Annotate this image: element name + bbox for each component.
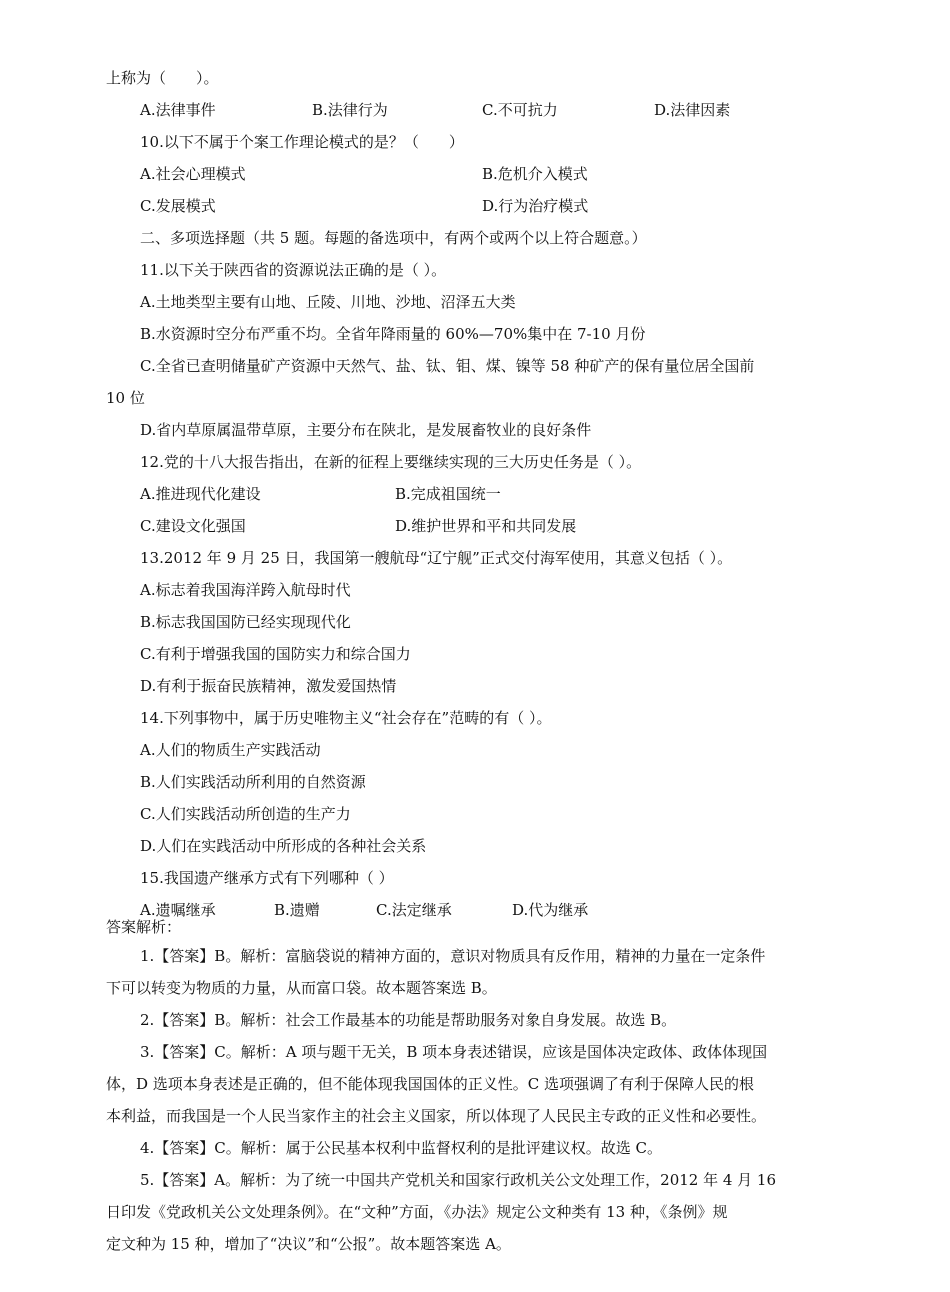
q12-stem: 12.党的十八大报告指出，在新的征程上要继续实现的三大历史任务是（ ）。 bbox=[140, 453, 642, 471]
q15-stem: 15.我国遗产继承方式有下列哪种（ ） bbox=[140, 869, 394, 887]
q12-option-c: C.建设文化强国 bbox=[140, 517, 246, 535]
q14-option-d: D.人们在实践活动中所形成的各种社会关系 bbox=[140, 837, 427, 855]
q9-option-c: C.不可抗力 bbox=[482, 101, 558, 119]
answers-heading: 答案解析： bbox=[106, 918, 182, 936]
q13-option-a: A.标志着我国海洋跨入航母时代 bbox=[140, 581, 351, 599]
q13-option-c: C.有利于增强我国的国防实力和综合国力 bbox=[140, 645, 411, 663]
q11-option-c-line1: C.全省已查明储量矿产资源中天然气、盐、钛、钼、煤、镍等 58 种矿产的保有量位居全国前 bbox=[140, 357, 755, 375]
q13-option-d: D.有利于振奋民族精神，激发爱国热情 bbox=[140, 677, 397, 695]
answer-5-line2: 日印发《党政机关公文处理条例》。在“文种”方面，《办法》规定公文种类有 13 种，《条例》规 bbox=[106, 1203, 728, 1221]
answer-3-line2: 体，D 选项本身表述是正确的，但不能体现我国国体的正义性。C 选项强调了有利于保障人民的根 bbox=[106, 1075, 755, 1093]
answer-3-line3: 本利益，而我国是一个人民当家作主的社会主义国家，所以体现了人民民主专政的正义性和必要性。 bbox=[106, 1107, 767, 1125]
q15-option-b: B.遗赠 bbox=[274, 901, 320, 919]
q15-option-c: C.法定继承 bbox=[376, 901, 452, 919]
answer-3-line1: 3.【答案】C。解析：A 项与题干无关，B 项本身表述错误，应该是国体决定政体、政体体现国 bbox=[140, 1043, 768, 1061]
q9-option-d: D.法律因素 bbox=[654, 101, 731, 119]
q9-option-a: A.法律事件 bbox=[140, 101, 216, 119]
answer-5-line3: 定文种为 15 种，增加了“决议”和“公报”。故本题答案选 A。 bbox=[106, 1235, 511, 1253]
q10-option-b: B.危机介入模式 bbox=[482, 165, 588, 183]
q14-option-a: A.人们的物质生产实践活动 bbox=[140, 741, 321, 759]
q12-option-a: A.推进现代化建设 bbox=[140, 485, 261, 503]
q11-option-d: D.省内草原属温带草原，主要分布在陕北，是发展畜牧业的良好条件 bbox=[140, 421, 592, 439]
q11-option-c-line2: 10 位 bbox=[106, 389, 145, 407]
q14-stem: 14.下列事物中，属于历史唯物主义“社会存在”范畴的有（ ）。 bbox=[140, 709, 552, 727]
q13-stem: 13.2012 年 9 月 25 日，我国第一艘航母“辽宁舰”正式交付海军使用，其意义包括（ ）。 bbox=[140, 549, 733, 567]
q11-option-a: A.土地类型主要有山地、丘陵、川地、沙地、沼泽五大类 bbox=[140, 293, 516, 311]
q10-stem: 10.以下不属于个案工作理论模式的是？（ ） bbox=[140, 133, 464, 151]
q14-option-b: B.人们实践活动所利用的自然资源 bbox=[140, 773, 366, 791]
q11-option-b: B.水资源时空分布严重不均。全省年降雨量的 60%—70%集中在 7-10 月份 bbox=[140, 325, 646, 343]
q12-option-d: D.维护世界和平和共同发展 bbox=[395, 517, 577, 535]
q15-option-a: A.遗嘱继承 bbox=[140, 901, 216, 919]
q13-option-b: B.标志我国国防已经实现现代化 bbox=[140, 613, 351, 631]
q14-option-c: C.人们实践活动所创造的生产力 bbox=[140, 805, 351, 823]
answer-1-line2: 下可以转变为物质的力量，从而富口袋。故本题答案选 B。 bbox=[106, 979, 497, 997]
q10-option-a: A.社会心理模式 bbox=[140, 165, 246, 183]
q9-option-b: B.法律行为 bbox=[312, 101, 388, 119]
q15-option-d: D.代为继承 bbox=[512, 901, 589, 919]
q9-stem-tail: 上称为（ ）。 bbox=[106, 69, 219, 87]
q12-option-b: B.完成祖国统一 bbox=[395, 485, 501, 503]
answer-4: 4.【答案】C。解析：属于公民基本权利中监督权利的是批评建议权。故选 C。 bbox=[140, 1139, 663, 1157]
answer-2: 2.【答案】B。解析：社会工作最基本的功能是帮助服务对象自身发展。故选 B。 bbox=[140, 1011, 677, 1029]
q11-stem: 11.以下关于陕西省的资源说法正确的是（ ）。 bbox=[140, 261, 447, 279]
q10-option-c: C.发展模式 bbox=[140, 197, 216, 215]
section-heading-multiple-choice: 二、多项选择题（共 5 题。每题的备选项中，有两个或两个以上符合题意。） bbox=[140, 229, 647, 247]
answer-5-line1: 5.【答案】A。解析：为了统一中国共产党机关和国家行政机关公文处理工作，2012 年 4 月 16 bbox=[140, 1171, 777, 1189]
q10-option-d: D.行为治疗模式 bbox=[482, 197, 589, 215]
answer-1-line1: 1.【答案】B。解析：富脑袋说的精神方面的，意识对物质具有反作用，精神的力量在一定条件 bbox=[140, 947, 766, 965]
